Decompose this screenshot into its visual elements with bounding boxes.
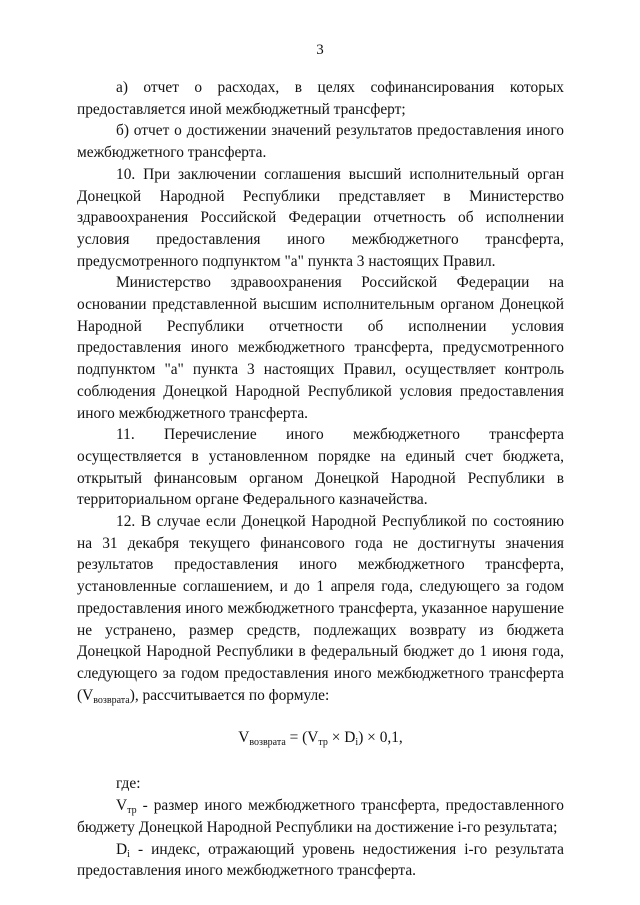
definition-vtr (77, 795, 564, 838)
formula-times: × D (327, 729, 356, 747)
paragraph-12-subscript: возврата (93, 694, 130, 706)
definition-vtr-sub: тр (127, 805, 137, 817)
definition-vtr-var: V (116, 797, 128, 815)
formula-lhs-var: V (238, 729, 250, 747)
definition-di-sub: i (127, 848, 130, 860)
return-amount-formula (77, 727, 564, 749)
formula-close: ) × 0,1, (358, 729, 403, 747)
formula-eq-open: = (V (285, 729, 319, 747)
paragraph-12-tail: ), рассчитывается по формуле: (129, 686, 330, 704)
definitions-where: где: (116, 775, 141, 793)
definition-vtr-text: - размер иного межбюджетного трансферта, предоставленного бюджету Донецкой Народной Республики на достижение i-го результата; (77, 797, 564, 836)
definition-di (77, 839, 564, 882)
paragraph-ministry-control: Министерство здравоохранения Российской Федерации на основании представленной высшим исполнительным органом Донецкой Народной Республики отчетности об исполнении условия предоставления иного межбюджетного трансферта, предусмотренного подпунктом "а" пункта 3 настоящих Правил, осуществляет контроль соблюдения Донецкой Народной Республикой условия предоставления иного межбюджетного трансферта. (77, 274, 564, 422)
paragraph-11: 11. Перечисление иного межбюджетного трансферта осуществляется в установленном порядке на единый счет бюджета, открытый финансовым органом Донецкой Народной Республики в территориальном органе Федерального казначейства. (77, 426, 564, 509)
paragraph-12-main: 12. В случае если Донецкой Народной Республикой по состоянию на 31 декабря текущего финансового года не достигнуты значения результатов предоставления иного межбюджетного трансферта, установленные соглашением, и до 1 апреля года, следующего за годом предоставления иного межбюджетного трансферта, указанное нарушение не устранено, размер средств, подлежащих возврату из бюджета Донецкой Народной Республики в федеральный бюджет до 1 июня года, следующего за годом предоставления иного межбюджетного трансферта (V (77, 513, 564, 704)
paragraph-b: б) отчет о достижении значений результатов предоставления иного межбюджетного трансферта. (77, 122, 564, 162)
page-number: 3 (316, 42, 324, 58)
document-body (77, 77, 564, 882)
formula-lhs-sub: возврата (249, 737, 286, 749)
definition-di-text: - индекс, отражающий уровень недостижения i-го результата предоставления иного межбюджетного трансферта. (77, 840, 564, 880)
paragraph-a: а) отчет о расходах, в целях софинансирования которых предоставляется иной межбюджетный трансферт; (77, 79, 564, 118)
formula-vtr-sub: тр (318, 737, 328, 749)
paragraph-10: 10. При заключении соглашения высший исполнительный орган Донецкой Народной Республики представляет в Министерство здравоохранения Российской Федерации отчетность об исполнении условия предоставления иного межбюджетного трансферта, предусмотренного подпунктом "а" пункта 3 настоящих Правил. (77, 165, 564, 270)
definition-di-var: D (116, 840, 128, 858)
formula-di-sub: i (355, 737, 359, 749)
paragraph-12 (77, 511, 564, 706)
